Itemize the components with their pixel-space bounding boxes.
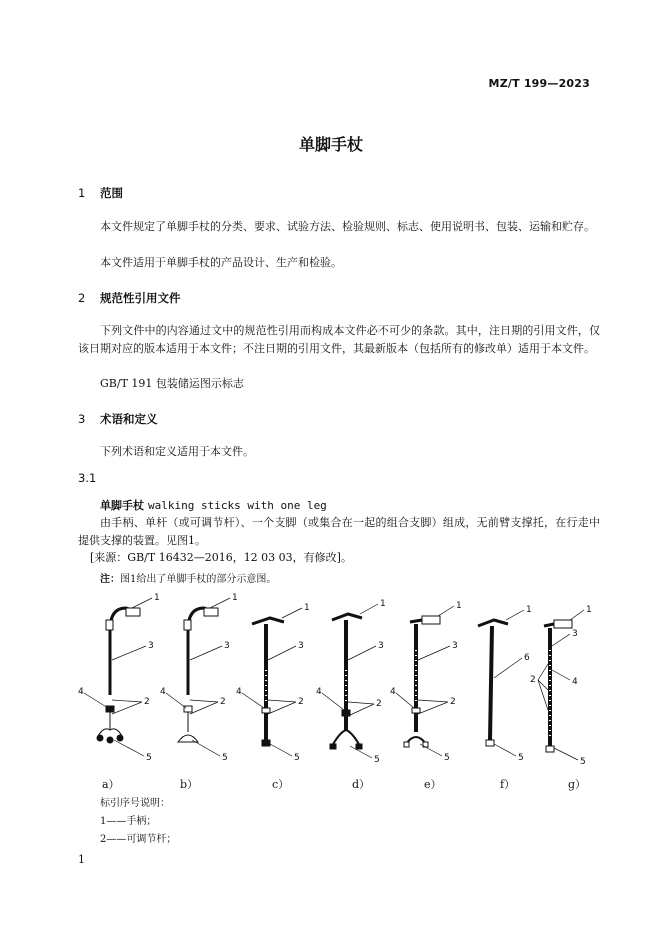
callout-5: 5	[374, 755, 380, 765]
paragraph-applicability: 本文件适用于单脚手杖的产品设计、生产和检验。	[100, 256, 342, 269]
callout-2: 2	[220, 697, 226, 707]
caption-e: e）	[424, 778, 442, 791]
callout-1: 1	[380, 599, 386, 609]
caption-b: b）	[180, 778, 199, 791]
callout-5: 5	[294, 753, 300, 763]
callout-3: 3	[148, 641, 154, 651]
callout-6: 6	[524, 653, 530, 663]
callout-1: 1	[526, 605, 532, 615]
stick-a	[84, 598, 152, 756]
callout-2: 2	[144, 697, 150, 707]
callout-1: 1	[586, 605, 592, 615]
callout-5: 5	[444, 753, 450, 763]
callout-2: 2	[450, 697, 456, 707]
callout-1: 1	[456, 601, 462, 611]
term-english: walking sticks with one leg	[148, 499, 327, 512]
legend-item: 2——可调节杆；	[100, 834, 177, 845]
note-label: 注：	[100, 574, 120, 585]
term-source: [来源：GB/T 16432—2016，12 03 03，有修改]。	[90, 551, 352, 564]
caption-f: f）	[500, 778, 516, 791]
section-title: 范围	[100, 186, 124, 200]
section-2-heading	[78, 290, 181, 306]
callout-5: 5	[146, 753, 152, 763]
figure-walking-sticks	[70, 590, 600, 772]
section-title: 术语和定义	[100, 412, 158, 426]
callout-4: 4	[572, 677, 578, 687]
clause-number: 3.1	[78, 471, 97, 485]
callout-2: 2	[376, 699, 382, 709]
callout-3: 3	[452, 641, 458, 651]
section-3-heading	[78, 411, 158, 427]
callout-4: 4	[316, 687, 322, 697]
stick-e	[396, 606, 454, 756]
stick-d	[322, 604, 378, 758]
callout-2: 2	[298, 697, 304, 707]
callout-2: 2	[530, 675, 536, 685]
standard-code: MZ/T 199—2023	[488, 77, 590, 90]
callout-3: 3	[298, 641, 304, 651]
paragraph-references: 下列文件中的内容通过文中的规范性引用而构成本文件必不可少的条款。其中，注日期的引用文件，仅该日期对应的版本适用于本文件；不注日期的引用文件，其最新版本（包括所有的修改单）适用于本文件。	[78, 324, 600, 355]
callout-1: 1	[304, 603, 310, 613]
legend-item: 1——手柄；	[100, 816, 157, 827]
caption-g: g）	[568, 778, 587, 791]
callout-3: 3	[378, 641, 384, 651]
section-number: 2	[78, 291, 86, 305]
section-number: 1	[78, 186, 86, 200]
stick-c	[242, 608, 302, 756]
callout-1: 1	[154, 593, 160, 603]
term-definition: 由手柄、单杆（或可调节杆）、一个支脚（或集合在一起的组合支脚）组成，无前臂支撑托，在行走中提供支撑的装置。见图1。	[78, 516, 600, 547]
callout-4: 4	[236, 687, 242, 697]
reference-gbt191: GB/T 191 包装储运图示标志	[100, 377, 244, 390]
page-number: 1	[78, 853, 85, 866]
caption-d: d）	[352, 778, 371, 791]
caption-a: a）	[102, 778, 120, 791]
callout-5: 5	[580, 757, 586, 767]
note-text: 图1给出了单脚手杖的部分示意图。	[120, 574, 277, 585]
callout-3: 3	[224, 641, 230, 651]
document-title: 单脚手杖	[298, 135, 363, 154]
callout-3: 3	[572, 629, 578, 639]
term-entry	[100, 497, 327, 513]
term-chinese: 单脚手杖	[100, 499, 144, 512]
callout-1: 1	[232, 593, 238, 603]
stick-f	[478, 610, 524, 756]
callout-4: 4	[160, 687, 166, 697]
callout-5: 5	[222, 753, 228, 763]
callout-5: 5	[518, 753, 524, 763]
legend-title: 标引序号说明：	[100, 798, 170, 809]
section-number: 3	[78, 412, 86, 426]
paragraph-terms: 下列术语和定义适用于本文件。	[100, 445, 254, 458]
caption-c: c）	[272, 778, 290, 791]
stick-b	[166, 598, 230, 756]
callout-4: 4	[390, 687, 396, 697]
callout-4: 4	[78, 687, 84, 697]
note	[100, 570, 276, 585]
section-1-heading	[78, 185, 123, 201]
paragraph-scope: 本文件规定了单脚手杖的分类、要求、试验方法、检验规则、标志、使用说明书、包装、运输和贮存。	[100, 220, 595, 233]
section-title: 规范性引用文件	[100, 291, 181, 305]
